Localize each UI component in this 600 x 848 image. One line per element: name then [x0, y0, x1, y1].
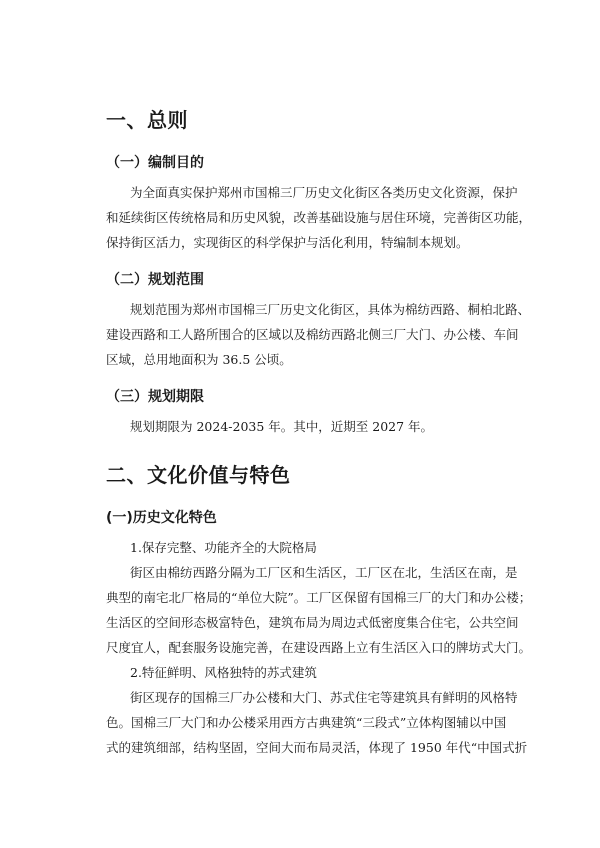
paragraph-line: 规划范围为郑州市国棉三厂历史文化街区，具体为棉纺西路、桐柏北路、	[130, 302, 531, 317]
subsection-number: （三）	[106, 389, 148, 405]
paragraph-line: 为全面真实保护郑州市国棉三厂历史文化街区各类历史文化资源，保护	[130, 185, 518, 200]
paragraph-line: 色。国棉三厂大门和办公楼采用西方古典建筑“三段式”立体构图辅以中国	[106, 715, 507, 730]
paragraph-line: 典型的南宅北厂格局的“单位大院”。工厂区保留有国棉三厂的大门和办公楼；	[106, 590, 532, 605]
subsection-1-3-heading	[106, 386, 204, 406]
paragraph-line: 式的建筑细部，结构坚固，空间大而布局灵活，体现了 1950 年代“中国式折	[106, 740, 528, 755]
paragraph-line: 保持街区活力，实现街区的科学保护与活化利用，特编制本规划。	[106, 235, 469, 250]
paragraph-line: 区域，总用地面积为 36.5 公顷。	[106, 352, 292, 367]
paragraph-line: 生活区的空间形态极富特色，建筑布局为周边式低密度集合住宅，公共空间	[106, 615, 519, 630]
item-2-title: 2.特征鲜明、风格独特的苏式建筑	[130, 665, 317, 680]
paragraph-line: 规划期限为 2024-2035 年。其中，近期至 2027 年。	[130, 419, 434, 434]
subsection-number: （一）	[106, 155, 148, 171]
subsection-1-2-heading	[106, 269, 204, 289]
subsection-2-1-heading: (一)历史文化特色	[106, 510, 217, 526]
section-1-heading: 一、总则	[106, 108, 188, 132]
paragraph-line: 尺度宜人，配套服务设施完善，在建设西路上立有生活区入口的牌坊式大门。	[106, 640, 532, 655]
paragraph-line: 和延续街区传统格局和历史风貌，改善基础设施与居住环境，完善街区功能，	[106, 210, 532, 225]
section-2-heading: 二、文化价值与特色	[106, 463, 291, 487]
paragraph-line: 街区由棉纺西路分隔为工厂区和生活区，工厂区在北，生活区在南，是	[130, 565, 518, 580]
paragraph-line: 街区现存的国棉三厂办公楼和大门、苏式住宅等建筑具有鲜明的风格特	[130, 690, 518, 705]
subsection-number: （二）	[106, 272, 148, 288]
paragraph-line: 建设西路和工人路所围合的区域以及棉纺西路北侧三厂大门、办公楼、车间	[106, 327, 519, 342]
subsection-title: 规划范围	[148, 272, 204, 288]
subsection-title: 规划期限	[148, 389, 204, 405]
subsection-1-1-heading	[106, 152, 204, 172]
item-1-title: 1.保存完整、功能齐全的大院格局	[130, 540, 317, 555]
subsection-title: 编制目的	[148, 155, 204, 171]
